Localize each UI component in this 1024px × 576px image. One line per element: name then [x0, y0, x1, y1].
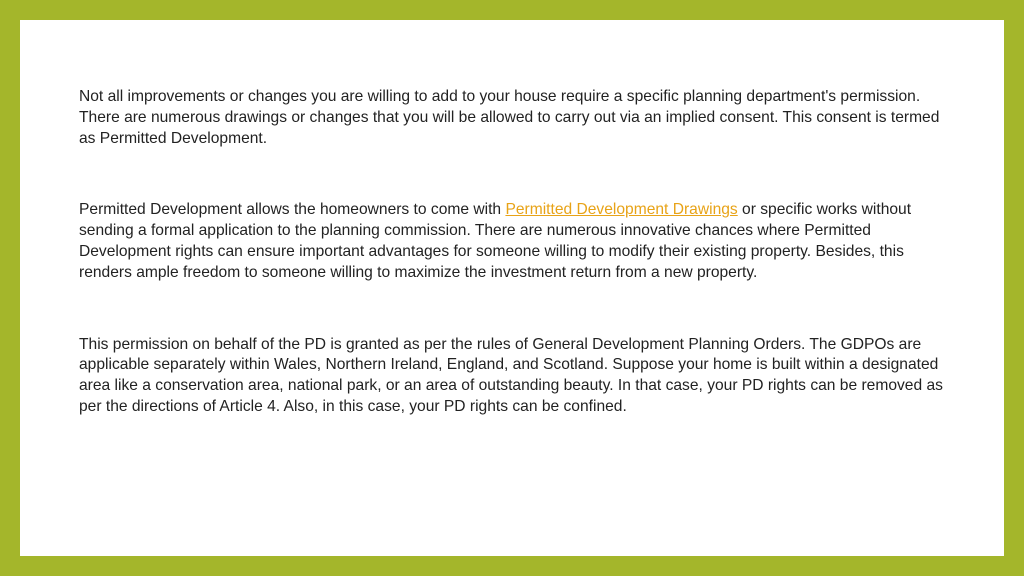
- slide-content: [79, 87, 959, 418]
- paragraph-intro: Not all improvements or changes you are willing to add to your house require a specific planning department's permission. There are numerous drawings or changes that you will be allowed to carry out via an implied consent. This consent is termed as Permitted Development.: [79, 88, 940, 147]
- paragraph-text-after-link: or specific works without sending a formal application to the planning commission. There are numerous innovative chances where Permitted Development rights can ensure important advantages for someone willing to modify their existing property. Besides, this renders ample freedom to someone willing to maximize the investment return from a new property.: [79, 201, 912, 281]
- paragraph-gdpo: This permission on behalf of the PD is granted as per the rules of General Development Planning Orders. The GDPOs are applicable separately within Wales, Northern Ireland, England, and Scotland. Suppose your home is built within a designated area like a conservation area, national park, or an area of outstanding beauty. In that case, your PD rights can be removed as per the directions of Article 4. Also, in this case, your PD rights can be confined.: [79, 335, 943, 415]
- slide-panel: [20, 20, 1004, 556]
- permitted-development-drawings-link[interactable]: Permitted Development Drawings: [505, 201, 738, 219]
- paragraph-permitted-development: [79, 200, 959, 283]
- paragraph-text-before-link: Permitted Development allows the homeowners to come with: [79, 201, 506, 219]
